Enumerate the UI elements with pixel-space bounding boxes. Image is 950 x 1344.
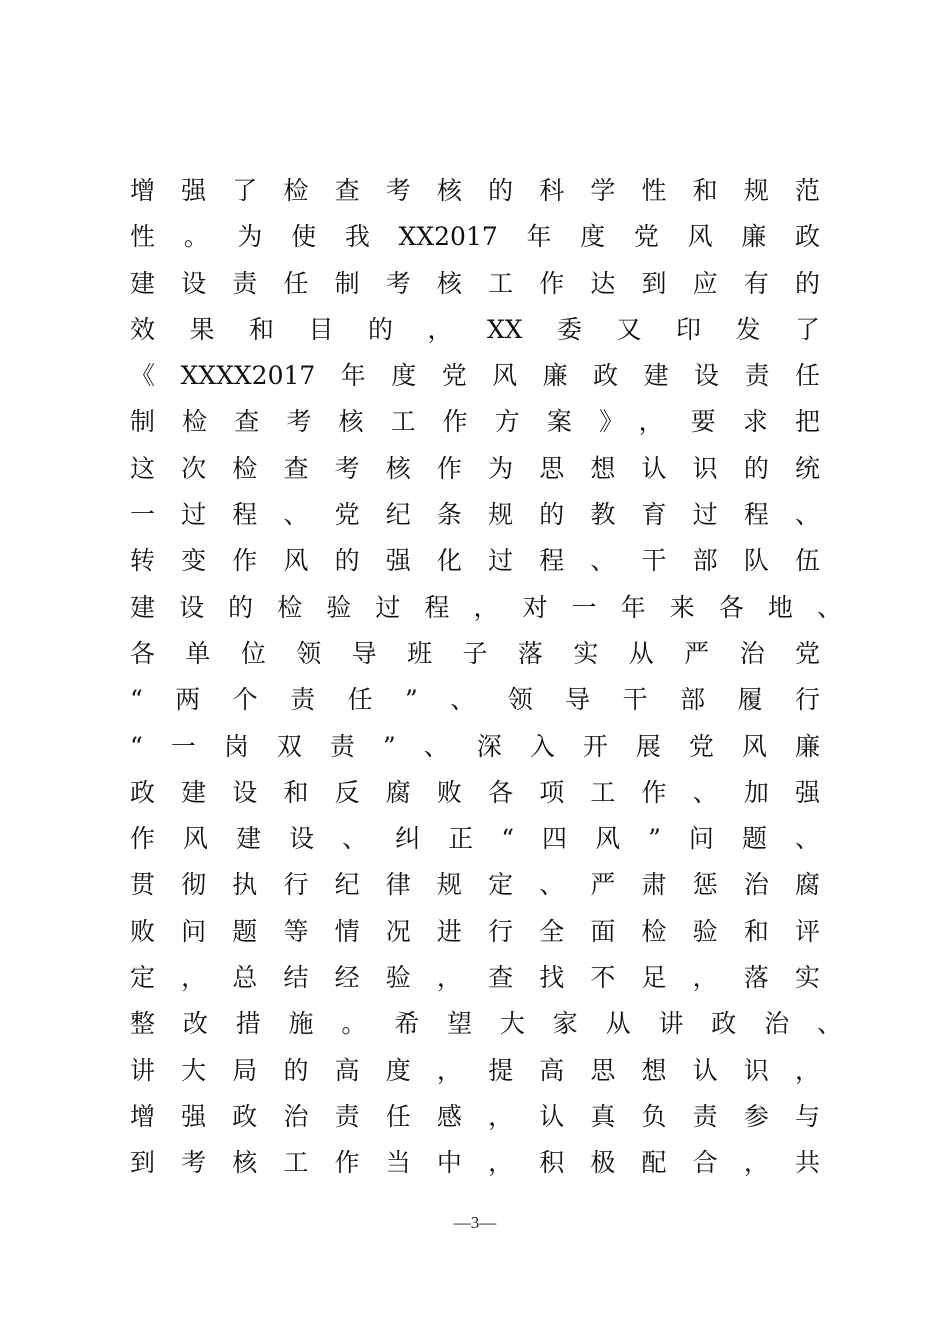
text-line-20: 讲大局的高度，提高思想认识， bbox=[130, 1055, 820, 1085]
text-line-19: 整改措施。希望大家从讲政治、 bbox=[130, 1009, 842, 1039]
text-line-3: 建设责任制考核工作达到应有的 bbox=[130, 268, 820, 298]
text-line-9: 转变作风的强化过程、干部队伍 bbox=[130, 546, 820, 576]
text-line-15: 作风建设、纠正“四风”问题、 bbox=[130, 824, 820, 854]
text-line-16: 贯彻执行纪律规定、严肃惩治腐 bbox=[130, 870, 820, 900]
text-line-6: 制检查考核工作方案》，要求把 bbox=[130, 407, 820, 437]
text-line-13: “一岗双责”、深入开展党风廉 bbox=[130, 731, 820, 761]
text-line-4: 效果和目的，XX委又印发了 bbox=[130, 314, 820, 344]
text-line-1: 增强了检查考核的科学性和规范 bbox=[130, 176, 820, 205]
text-line-5: 《XXXX2017年度党风廉政建设责任 bbox=[130, 361, 820, 391]
text-line-12: “两个责任”、领导干部履行 bbox=[130, 685, 820, 715]
body-text bbox=[130, 168, 842, 1187]
text-line-8: 一过程、党纪条规的教育过程、 bbox=[130, 500, 820, 530]
text-line-22: 到考核工作当中，积极配合，共 bbox=[130, 1148, 820, 1178]
text-line-18: 定，总结经验，查找不足，落实 bbox=[130, 963, 820, 993]
text-line-17: 败问题等情况进行全面检验和评 bbox=[130, 916, 820, 946]
text-line-7: 这次检查考核作为思想认识的统 bbox=[130, 453, 820, 483]
page-number: —3— bbox=[453, 1213, 497, 1232]
text-line-14: 政建设和反腐败各项工作、加强 bbox=[130, 777, 820, 807]
text-line-2: 性。为使我XX2017年度党风廉政 bbox=[130, 222, 820, 252]
text-line-10: 建设的检验过程，对一年来各地、 bbox=[130, 592, 842, 622]
text-line-11: 各单位领导班子落实从严治党 bbox=[130, 638, 820, 668]
text-line-21: 增强政治责任感，认真负责参与 bbox=[130, 1101, 820, 1131]
